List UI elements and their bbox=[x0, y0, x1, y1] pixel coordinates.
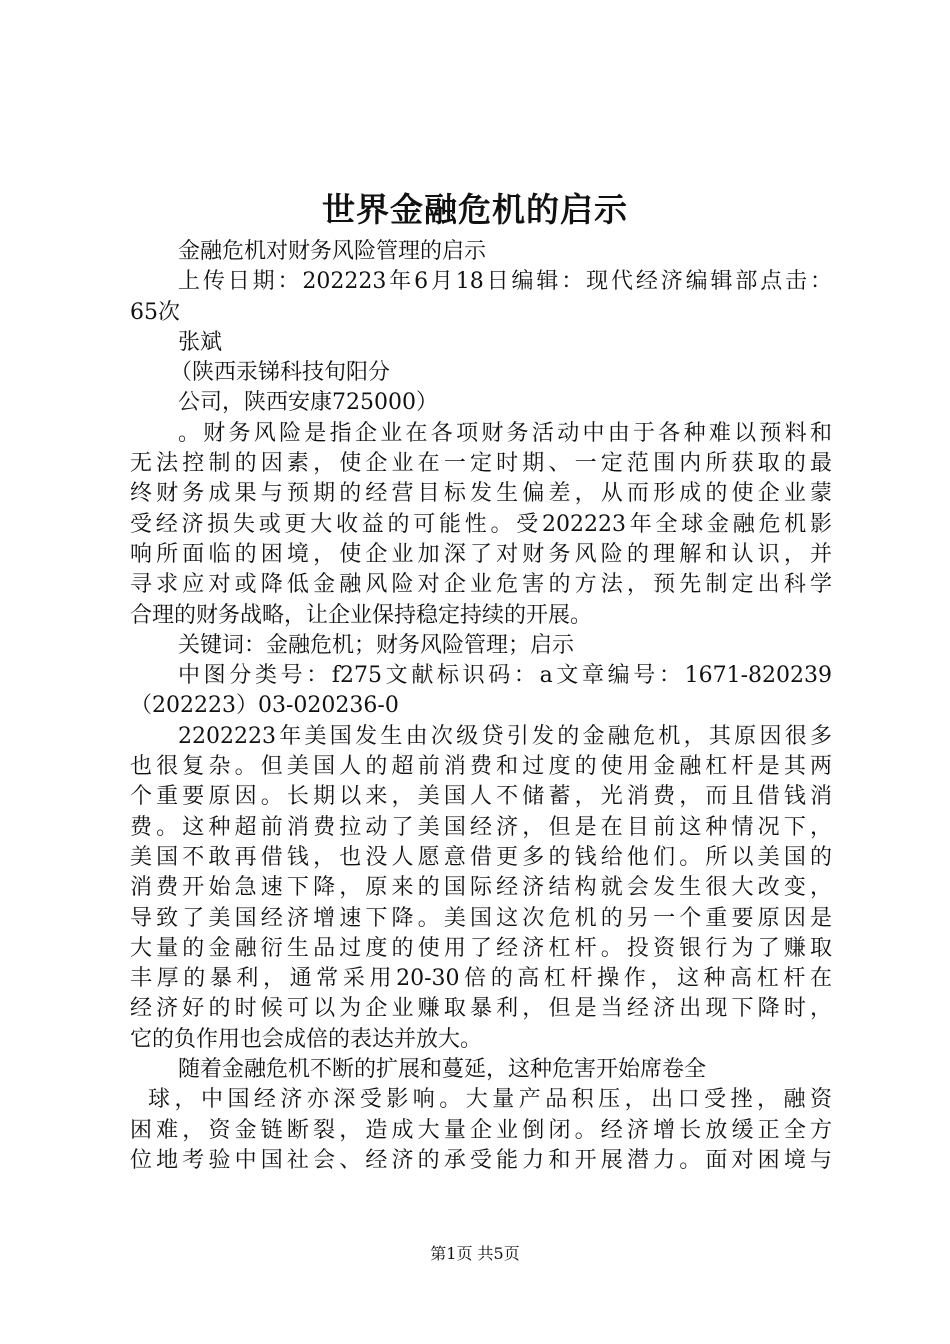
paragraph-line: 大量的金融衍生品过度的使用了经济杠杆。投资银行为了赚取 bbox=[130, 935, 832, 961]
paragraph-line: 球，中国经济亦深受影响。大量产品积压，出口受挫，融资 bbox=[148, 1087, 832, 1113]
abstract-line: 响所面临的困境，使企业加深了对财务风险的理解和认识，并 bbox=[130, 541, 832, 567]
document-title: 世界金融危机的启示 bbox=[322, 190, 628, 229]
subtitle-line: 金融危机对财务风险管理的启示 bbox=[178, 239, 487, 264]
paragraph-line: 丰厚的暴利，通常采用20-30倍的高杠杆操作，这种高杠杆在 bbox=[130, 966, 832, 992]
abstract-line: 终财务成果与预期的经营目标发生偏差，从而形成的使企业蒙 bbox=[130, 481, 832, 507]
author-line: 张斌 bbox=[178, 329, 223, 355]
paragraph-line: 费。这种超前消费拉动了美国经济，但是在目前这种情况下， bbox=[130, 814, 832, 840]
affiliation-line-cont: 公司，陕西安康725000） bbox=[178, 390, 438, 416]
paragraph-line: 也很复杂。但美国人的超前消费和过度的使用金融杠杆是其两 bbox=[130, 754, 832, 780]
classification-line-cont: （202223）03-020236-0 bbox=[130, 693, 399, 719]
upload-info-line-cont: 65次 bbox=[130, 299, 180, 325]
upload-info-line: 上传日期：202223年6月18日编辑：现代经济编辑部点击： bbox=[178, 269, 832, 295]
keywords-line: 关键词：金融危机；财务风险管理；启示 bbox=[178, 632, 575, 658]
classification-line: 中图分类号：f275文献标识码：a文章编号：1671-820239 bbox=[178, 663, 832, 689]
abstract-line: 。财务风险是指企业在各项财务活动中由于各种难以预料和 bbox=[178, 420, 832, 446]
page-footer: 第1页 共5页 bbox=[430, 1244, 520, 1263]
paragraph-line: 随着金融危机不断的扩展和蔓延，这种危害开始席卷全 bbox=[178, 1057, 707, 1083]
document-body bbox=[130, 237, 832, 1176]
paragraph-line: 美国不敢再借钱，也没人愿意借更多的钱给他们。所以美国的 bbox=[130, 844, 832, 870]
affiliation-line: （陕西汞锑科技旬阳分 bbox=[170, 360, 391, 386]
abstract-line: 寻求应对或降低金融风险对企业危害的方法，预先制定出科学 bbox=[130, 572, 832, 598]
paragraph-line: 位地考验中国社会、经济的承受能力和开展潜力。面对困境与 bbox=[130, 1147, 832, 1173]
paragraph-line: 2202223年美国发生由次级贷引发的金融危机，其原因很多 bbox=[178, 723, 832, 749]
paragraph-line: 它的负作用也会成倍的表达并放大。 bbox=[130, 1026, 483, 1052]
paragraph-line: 经济好的时候可以为企业赚取暴利，但是当经济出现下降时， bbox=[130, 996, 832, 1022]
paragraph-line: 消费开始急速下降，原来的国际经济结构就会发生很大改变， bbox=[130, 875, 832, 901]
paragraph-line: 困难，资金链断裂，造成大量企业倒闭。经济增长放缓正全方 bbox=[130, 1117, 832, 1143]
abstract-line: 合理的财务战略，让企业保持稳定持续的开展。 bbox=[130, 602, 593, 628]
abstract-line: 无法控制的因素，使企业在一定时期、一定范围内所获取的最 bbox=[130, 451, 832, 477]
paragraph-line: 个重要原因。长期以来，美国人不储蓄，光消费，而且借钱消 bbox=[130, 784, 832, 810]
paragraph-line: 导致了美国经济增速下降。美国这次危机的另一个重要原因是 bbox=[130, 905, 832, 931]
abstract-line: 受经济损失或更大收益的可能性。受202223年全球金融危机影 bbox=[130, 511, 832, 537]
